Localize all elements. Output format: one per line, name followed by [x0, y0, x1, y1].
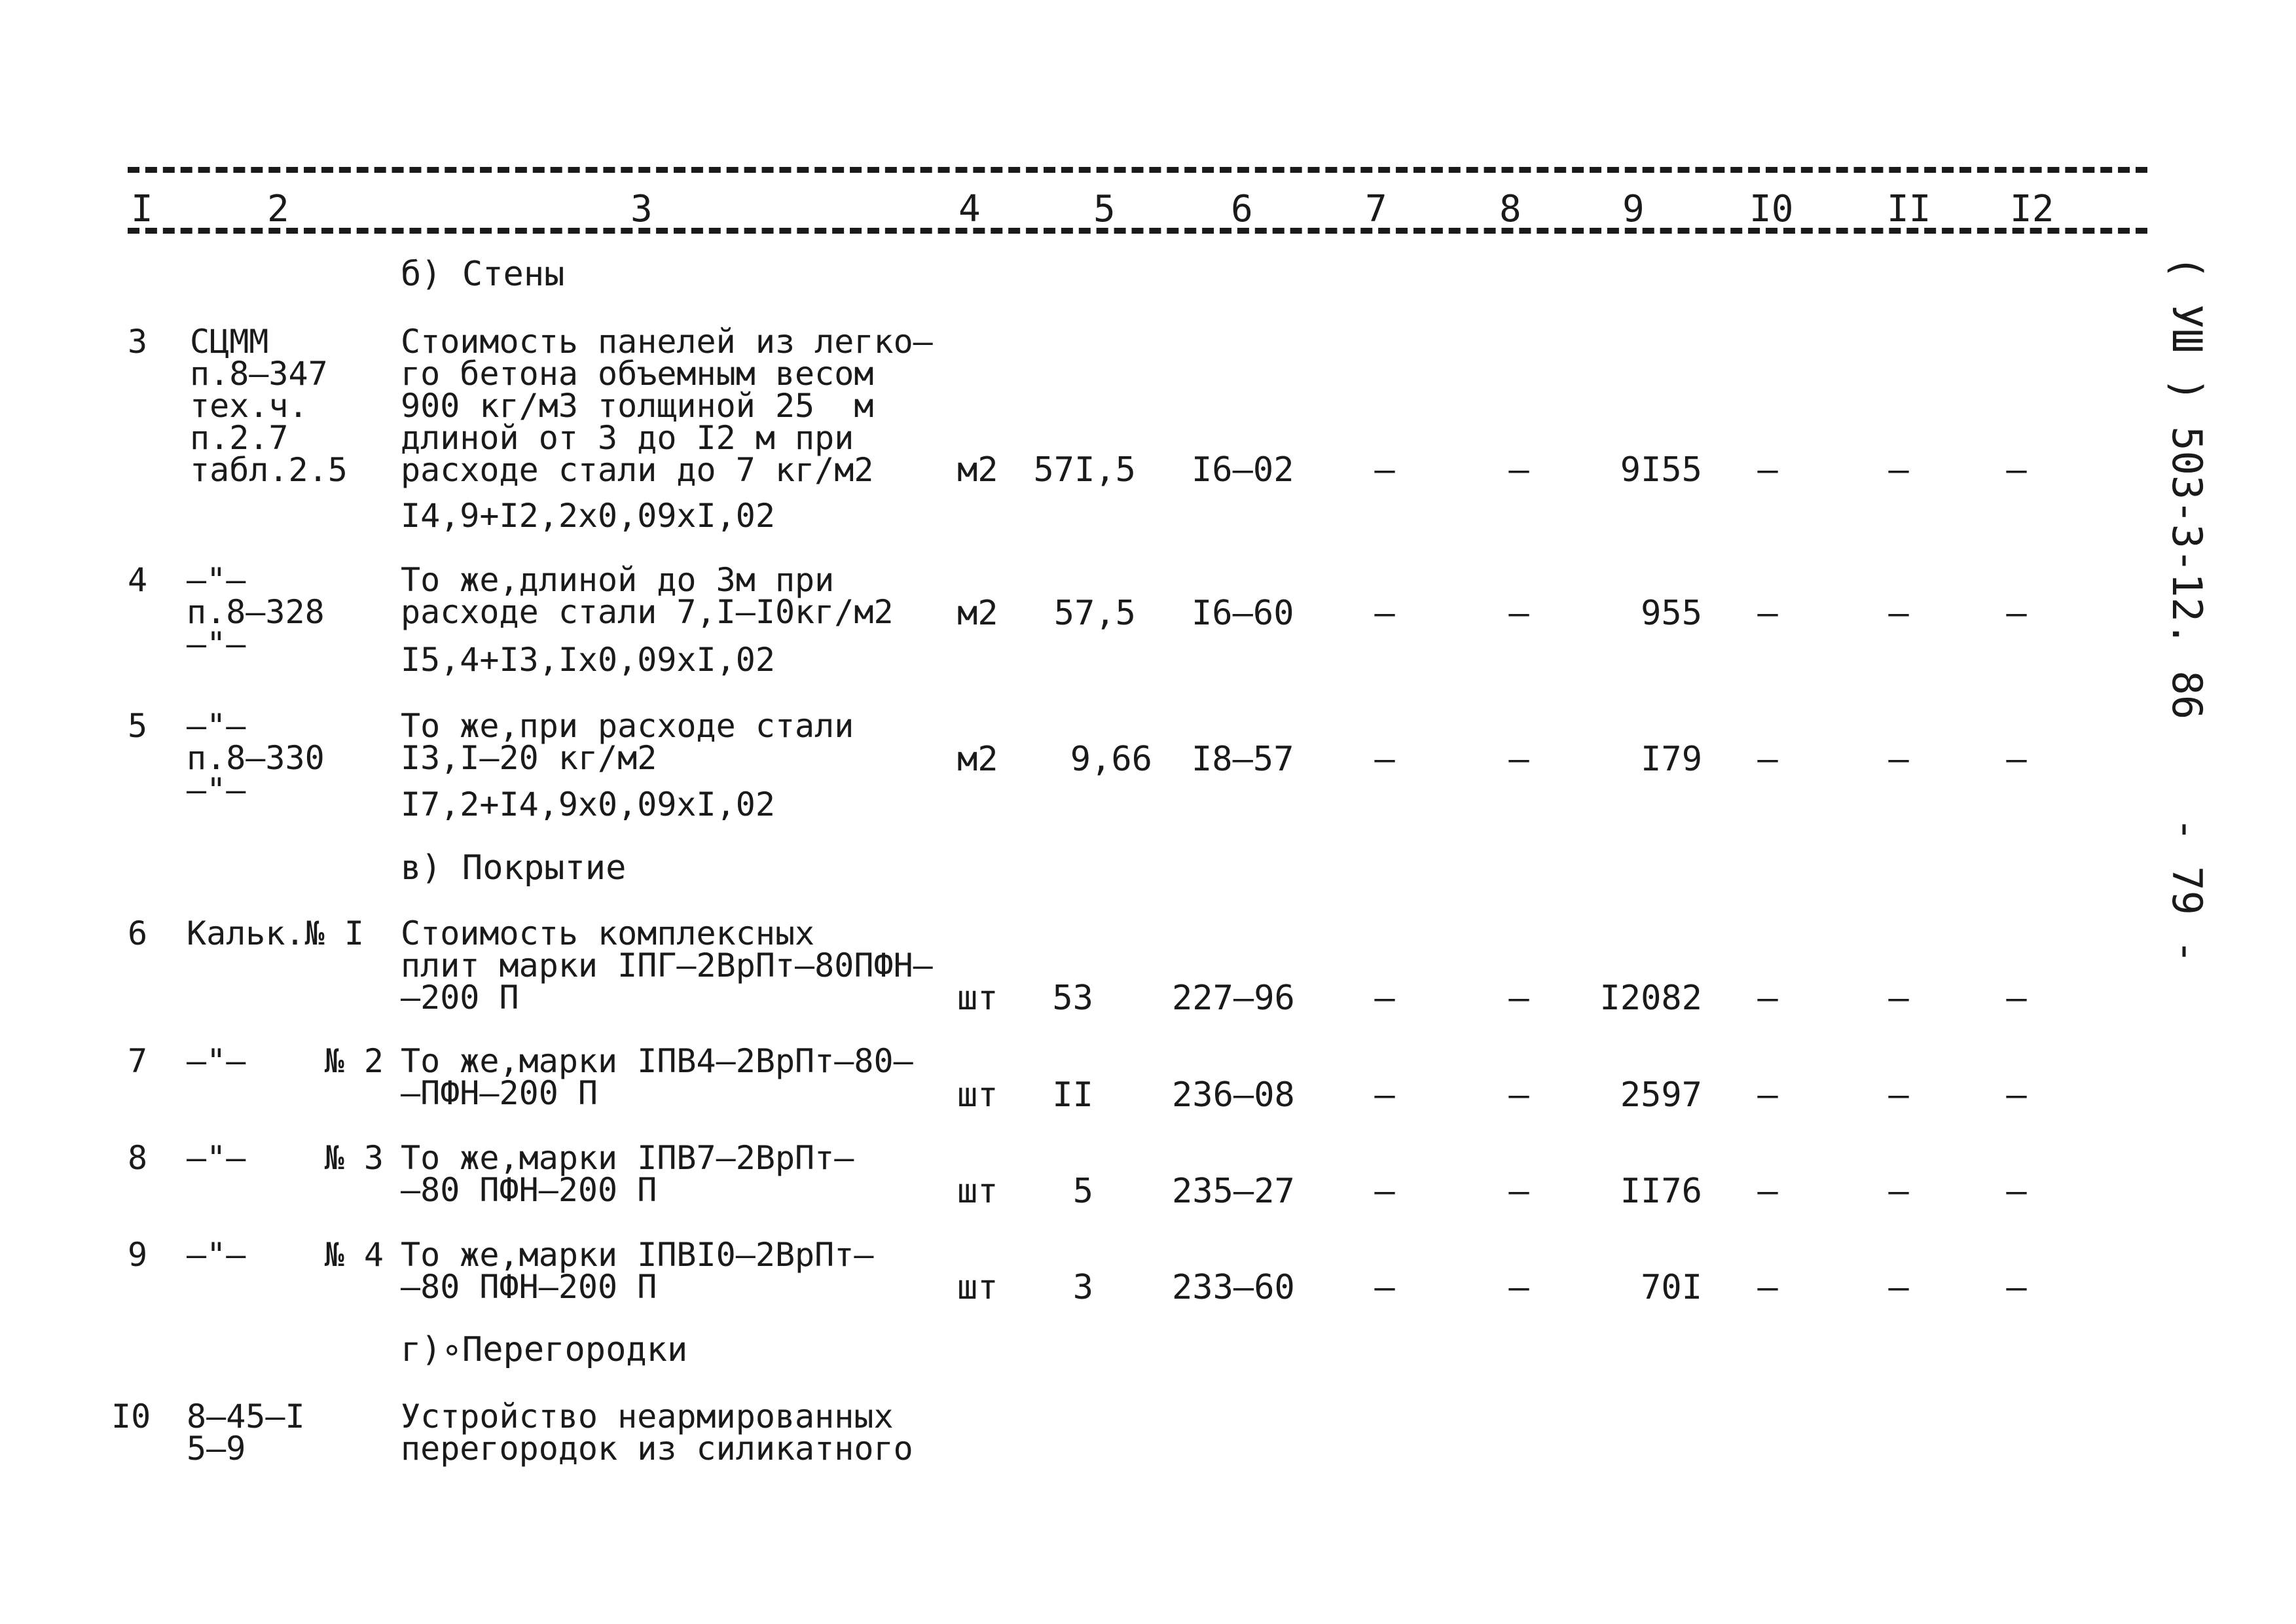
- column-number-3: 3: [630, 188, 653, 230]
- column-number-2: 2: [267, 188, 289, 230]
- row-3-description: Стоимость панелей из легко– го бетона объемным весом 900 кг/м3 толщиной 25 м длиной от 3 до I2 м при расходе стали до 7 кг/м2: [401, 323, 933, 489]
- row-7-reference: –"– № 2: [187, 1042, 384, 1080]
- row-4-calculation: I5,4+I3,Ix0,09xI,02: [401, 641, 775, 679]
- row-7-col11: –: [1888, 1075, 1909, 1115]
- row-9-col8: –: [1508, 1268, 1529, 1307]
- section-heading-partitions: г)∘Перегородки: [401, 1330, 688, 1369]
- row-9-quantity: 3: [1072, 1268, 1093, 1307]
- column-number-11: II: [1887, 188, 1931, 230]
- row-9-number: 9: [128, 1236, 148, 1274]
- row-4-price: I6–60: [1192, 594, 1294, 633]
- row-5-calculation: I7,2+I4,9x0,09xI,02: [401, 785, 775, 823]
- row-9-col11: –: [1888, 1268, 1909, 1307]
- row-3-unit: м2: [957, 450, 998, 490]
- row-8-col9: II76: [1620, 1172, 1702, 1211]
- row-5-col10: –: [1757, 740, 1778, 779]
- column-number-5: 5: [1093, 188, 1116, 230]
- column-number-10: I0: [1749, 188, 1794, 230]
- row-3-reference: СЦММ п.8–347 тех.ч. п.2.7 табл.2.5: [190, 323, 348, 489]
- row-8-col11: –: [1888, 1172, 1909, 1211]
- row-7-col10: –: [1757, 1075, 1778, 1115]
- row-5-reference: –"– п.8–330 –"–: [187, 707, 325, 809]
- row-6-description: Стоимость комплексных плит марки IПГ–2ВрПт–80ПФН– –200 П: [401, 914, 933, 1017]
- row-9-reference: –"– № 4: [187, 1236, 384, 1274]
- row-4-col9: 955: [1641, 594, 1702, 633]
- row-4-number: 4: [128, 561, 148, 599]
- row-9-col12: –: [2006, 1268, 2027, 1307]
- row-3-col10: –: [1757, 450, 1778, 490]
- row-7-col8: –: [1508, 1075, 1529, 1115]
- row-4-col7: –: [1374, 594, 1395, 633]
- row-8-description: То же,марки IПВ7–2ВрПт– –80 ПФН–200 П: [401, 1139, 854, 1209]
- row-6-quantity: 53: [1052, 979, 1093, 1018]
- side-stamp-document-code: ( УШ ) 503-3-12. 86 - 79 -: [2163, 255, 2211, 964]
- row-3-number: 3: [128, 323, 148, 361]
- row-8-col8: –: [1508, 1172, 1529, 1211]
- section-heading-walls: б) Стены: [401, 255, 565, 294]
- row-8-col7: –: [1374, 1172, 1395, 1211]
- column-number-8: 8: [1499, 188, 1522, 230]
- header-bottom-rule: [128, 228, 2147, 234]
- row-4-description: То же,длиной до 3м при расходе стали 7,I–I0кг/м2: [401, 561, 894, 631]
- row-7-price: 236–08: [1172, 1075, 1295, 1115]
- row-8-col12: –: [2006, 1172, 2027, 1211]
- row-5-description: То же,при расходе стали I3,I–20 кг/м2: [401, 707, 854, 777]
- row-3-col7: –: [1374, 450, 1395, 490]
- row-3-col9: 9I55: [1620, 450, 1702, 490]
- row-3-calculation: I4,9+I2,2x0,09xI,02: [401, 497, 775, 535]
- row-3-quantity: 57I,5: [1033, 450, 1136, 490]
- row-6-col9: I2082: [1599, 979, 1702, 1018]
- row-7-col12: –: [2006, 1075, 2027, 1115]
- row-6-price: 227–96: [1172, 979, 1295, 1018]
- row-6-col8: –: [1508, 979, 1529, 1018]
- row-4-reference: –"– п.8–328 –"–: [187, 561, 325, 663]
- row-6-col10: –: [1757, 979, 1778, 1018]
- row-7-description: То же,марки IПВ4–2ВрПт–80– –ПФН–200 П: [401, 1042, 913, 1112]
- row-6-col12: –: [2006, 979, 2027, 1018]
- row-5-col7: –: [1374, 740, 1395, 779]
- row-7-quantity: II: [1052, 1075, 1093, 1115]
- row-7-unit: шт: [957, 1075, 998, 1115]
- row-8-quantity: 5: [1072, 1172, 1093, 1211]
- row-5-number: 5: [128, 707, 148, 745]
- row-9-col10: –: [1757, 1268, 1778, 1307]
- section-heading-roofing: в) Покрытие: [401, 848, 627, 888]
- row-9-price: 233–60: [1172, 1268, 1295, 1307]
- row-3-price: I6–02: [1192, 450, 1294, 490]
- row-4-col11: –: [1888, 594, 1909, 633]
- row-6-number: 6: [128, 914, 148, 952]
- row-5-col11: –: [1888, 740, 1909, 779]
- row-4-unit: м2: [957, 594, 998, 633]
- row-3-col12: –: [2006, 450, 2027, 490]
- row-7-col9: 2597: [1620, 1075, 1702, 1115]
- row-5-quantity: 9,66: [1070, 740, 1152, 779]
- row-7-number: 7: [128, 1042, 148, 1080]
- row-4-col8: –: [1508, 594, 1529, 633]
- column-number-4: 4: [958, 188, 981, 230]
- column-number-7: 7: [1365, 188, 1387, 230]
- row-9-unit: шт: [957, 1268, 998, 1307]
- row-5-col9: I79: [1641, 740, 1702, 779]
- row-4-quantity: 57,5: [1053, 594, 1136, 633]
- row-8-col10: –: [1757, 1172, 1778, 1211]
- row-5-col12: –: [2006, 740, 2027, 779]
- header-top-rule: [128, 167, 2147, 173]
- column-number-9: 9: [1622, 188, 1645, 230]
- row-8-reference: –"– № 3: [187, 1139, 384, 1177]
- row-7-col7: –: [1374, 1075, 1395, 1115]
- column-number-1: I: [131, 188, 153, 230]
- row-6-reference: Кальк.№ I: [187, 914, 364, 952]
- row-10-reference: 8–45–I 5–9: [187, 1398, 305, 1468]
- row-5-unit: м2: [957, 740, 998, 779]
- row-4-col10: –: [1757, 594, 1778, 633]
- row-8-number: 8: [128, 1139, 148, 1177]
- row-10-number: I0: [111, 1398, 151, 1435]
- row-8-price: 235–27: [1172, 1172, 1295, 1211]
- row-6-col11: –: [1888, 979, 1909, 1018]
- row-9-col9: 70I: [1641, 1268, 1702, 1307]
- row-8-unit: шт: [957, 1172, 998, 1211]
- row-10-description: Устройство неармированных перегородок из силикатного: [401, 1398, 913, 1468]
- row-6-col7: –: [1374, 979, 1395, 1018]
- row-6-unit: шт: [957, 979, 998, 1018]
- row-4-col12: –: [2006, 594, 2027, 633]
- row-9-col7: –: [1374, 1268, 1395, 1307]
- column-number-12: I2: [2010, 188, 2054, 230]
- column-number-6: 6: [1231, 188, 1253, 230]
- row-5-col8: –: [1508, 740, 1529, 779]
- row-3-col8: –: [1508, 450, 1529, 490]
- row-5-price: I8–57: [1192, 740, 1294, 779]
- row-9-description: То же,марки IПВI0–2ВрПт– –80 ПФН–200 П: [401, 1236, 874, 1306]
- row-3-col11: –: [1888, 450, 1909, 490]
